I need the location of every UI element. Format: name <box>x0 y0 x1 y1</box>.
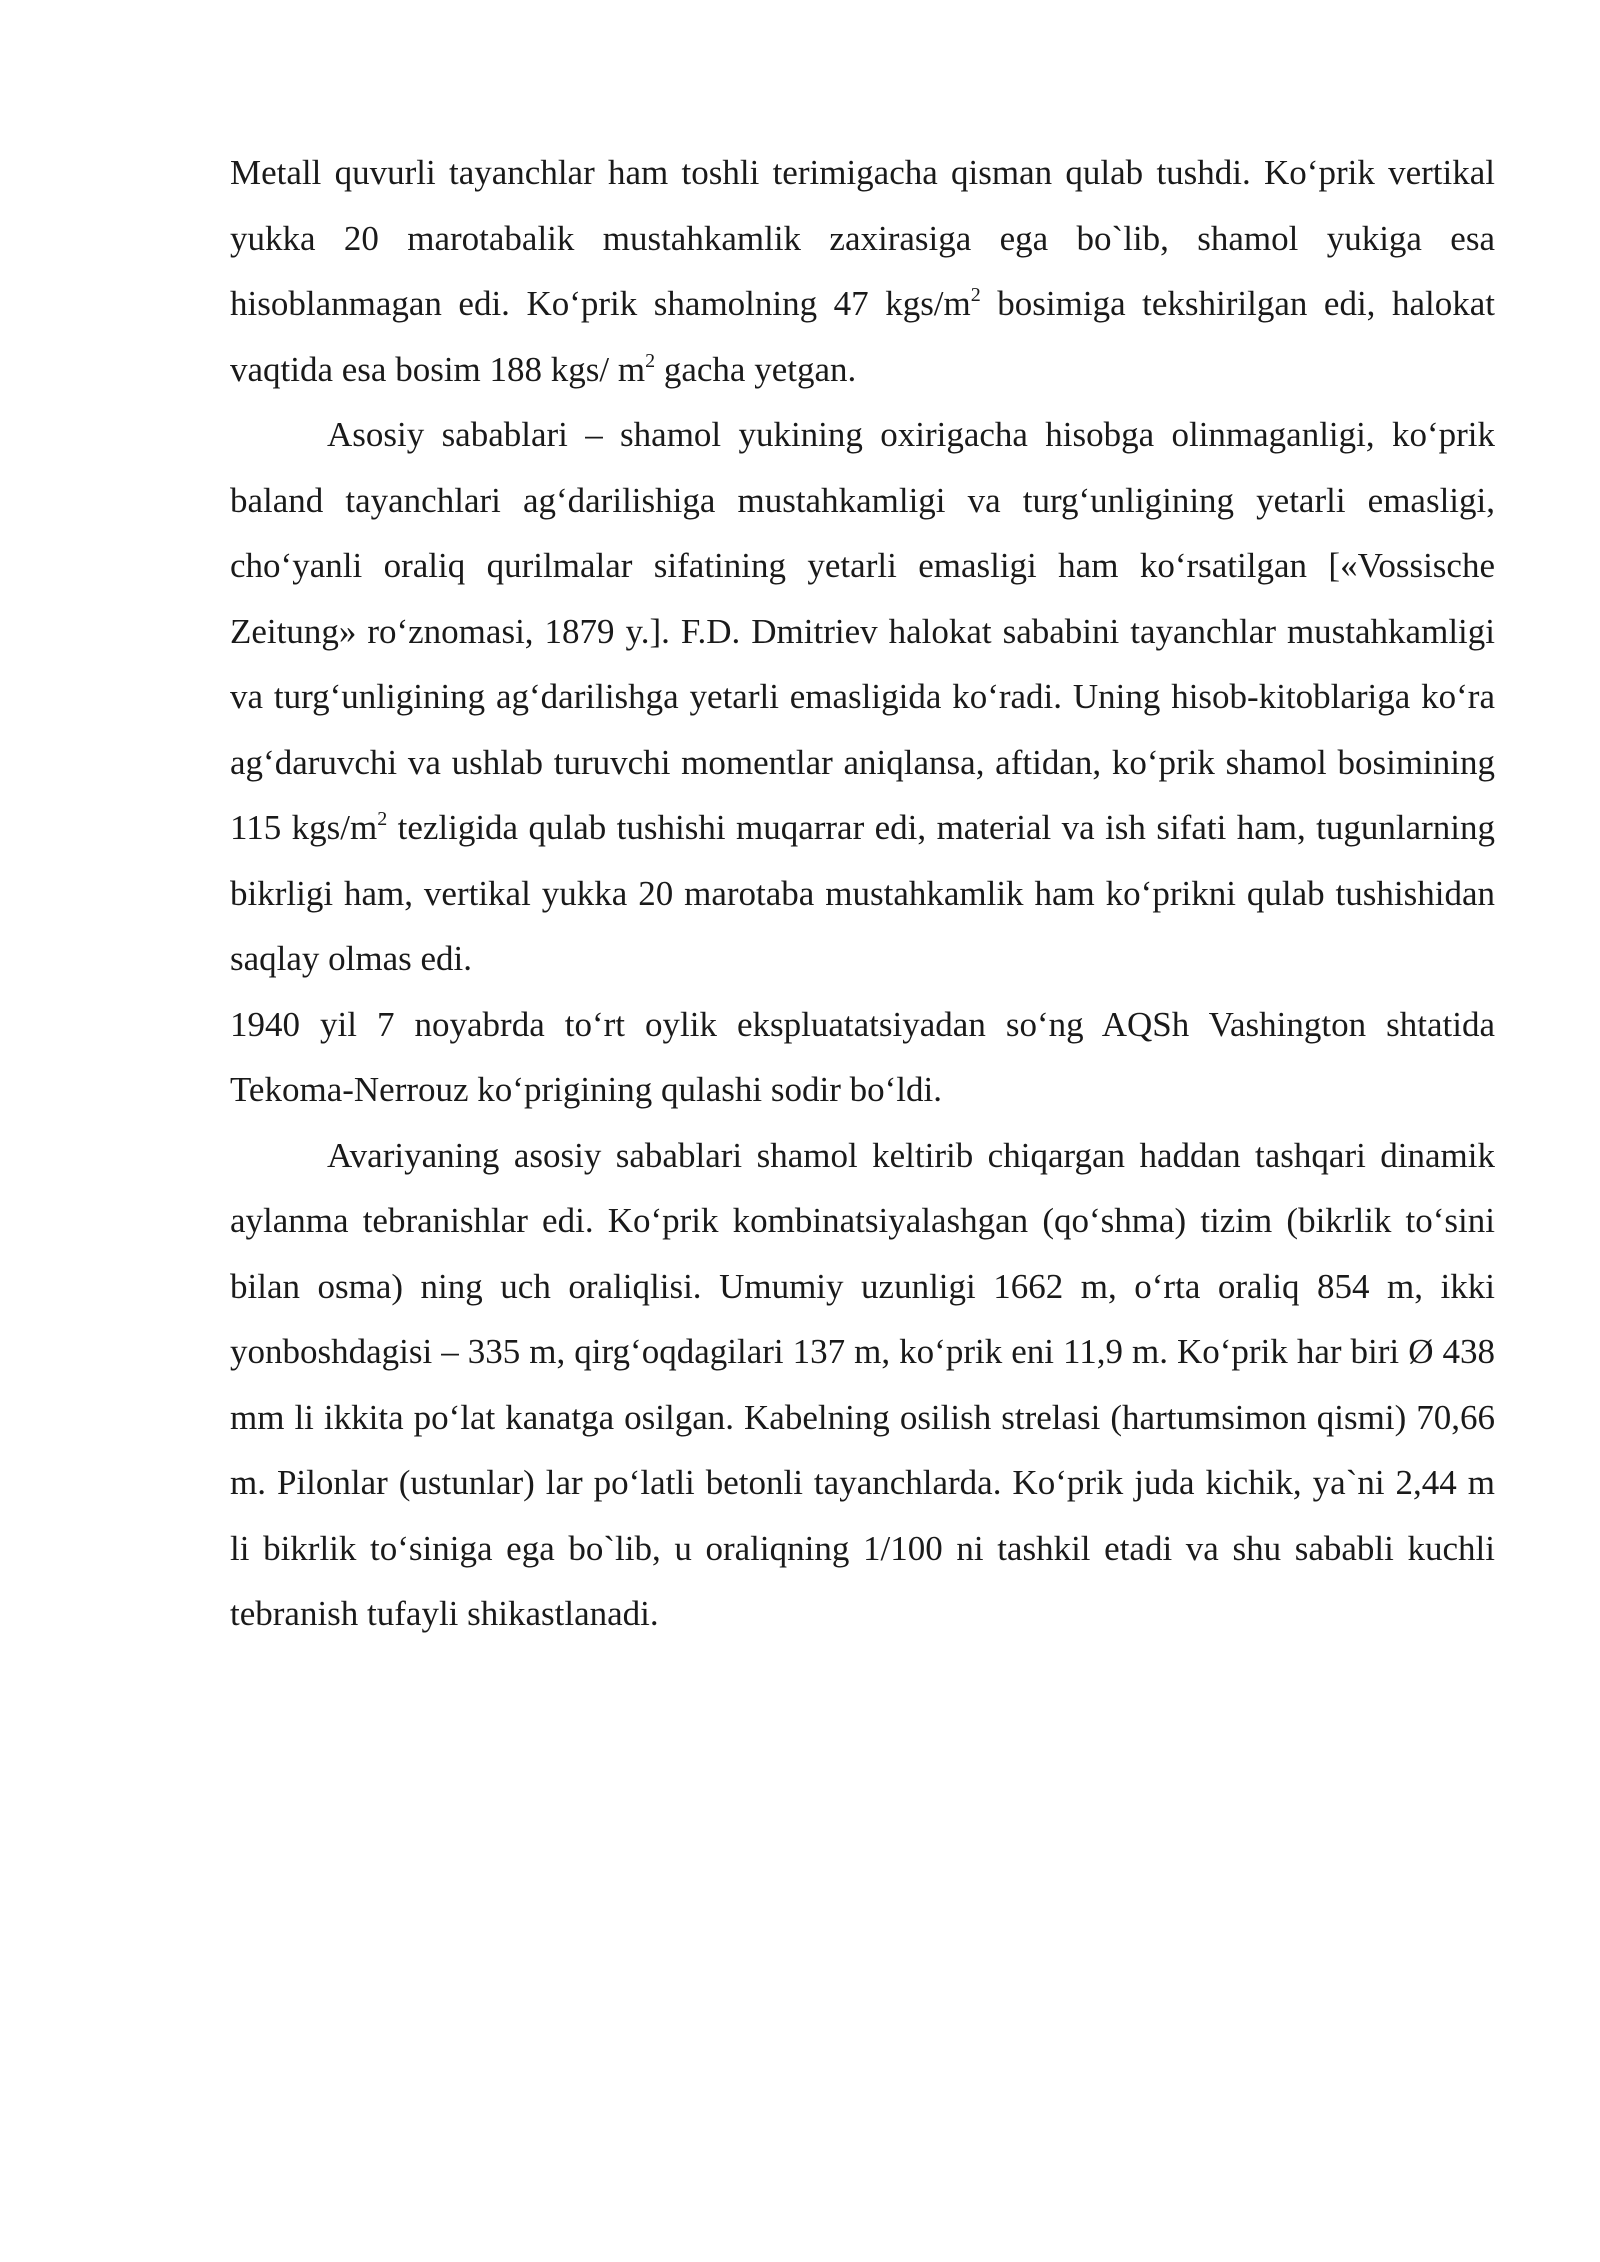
paragraph-3 <box>230 992 1495 1123</box>
paragraph-2 <box>230 402 1495 992</box>
paragraph-3-text-1: 1940 yil 7 noyabrda to‘rt oylik ekspluatatsiyadan so‘ng AQSh Vashington shtatida Tekoma-Nerrouz ko‘prigining qulashi sodir bo‘ldi. <box>230 1004 1495 1109</box>
paragraph-1-text-2: bosimiga tekshirilgan edi, halokat vaqtida esa bosim 188 kgs/ m <box>230 284 1495 389</box>
paragraph-1 <box>230 140 1495 402</box>
paragraph-1-text-1: Metall quvurli tayanchlar ham toshli terimigacha qisman qulab tushdi. Ko‘prik vertikal yukka 20 marotabalik mustahkamlik zaxirasiga ega bo`lib, shamol yukiga esa hisoblanmagan edi. Ko‘prik shamolning 47 kgs/m <box>230 153 1495 323</box>
superscript-2: 2 <box>645 349 656 372</box>
superscript-2: 2 <box>970 284 981 306</box>
document-body <box>230 140 1495 1647</box>
paragraph-1-text-3: gacha yetgan. <box>655 349 857 389</box>
paragraph-4 <box>230 1123 1495 1647</box>
paragraph-2-text-1: Asosiy sabablari – shamol yukining oxirigacha hisobga olinmaganligi, ko‘prik baland tayanchlari ag‘darilishiga mustahkamligi va turg‘unligining yetarli emasligi, cho‘yanli oraliq qurilmalar sifatining yetarli emasligi ham ko‘rsatilgan [«Vossische Zeitung» ro‘znomasi, 1879 y.]. F.D. Dmitriev halokat sababini tayanchlar mustahkamligi va turg‘unligining ag‘darilishga yetarli emasligida ko‘radi. Uning hisob-kitoblariga ko‘ra ag‘daruvchi va ushlab turuvchi momentlar aniqlansa, aftidan, ko‘prik shamol bosimining 115 kgs/m <box>230 415 1495 847</box>
superscript-2: 2 <box>377 808 388 830</box>
paragraph-4-text-1: Avariyaning asosiy sabablari shamol keltirib chiqargan haddan tashqari dinamik aylanma tebranishlar edi. Ko‘prik kombinatsiyalashgan (qo‘shma) tizim (bikrlik to‘sini bilan osma) ning uch oraliqlisi. Umumiy uzunligi 1662 m, o‘rta oraliq 854 m, ikki yonboshdagisi – 335 m, qirg‘oqdagilari 137 m, ko‘prik eni 11,9 m. Ko‘prik har biri Ø 438 mm li ikkita po‘lat kanatga osilgan. Kabelning osilish strelasi (hartumsimon qismi) 70,66 m. Pilonlar (ustunlar) lar po‘latli betonli tayanchlarda. Ko‘prik juda kichik, ya`ni 2,44 m li bikrlik to‘siniga ega bo`lib, u oraliqning 1/100 ni tashkil etadi va shu sababli kuchli tebranish tufayli shikastlanadi. <box>230 1135 1495 1633</box>
paragraph-2-text-2: tezligida qulab tushishi muqarrar edi, material va ish sifati ham, tugunlarning bikrligi ham, vertikal yukka 20 marotaba mustahkamlik ham ko‘prikni qulab tushishidan saqlay olmas edi. <box>230 808 1495 978</box>
